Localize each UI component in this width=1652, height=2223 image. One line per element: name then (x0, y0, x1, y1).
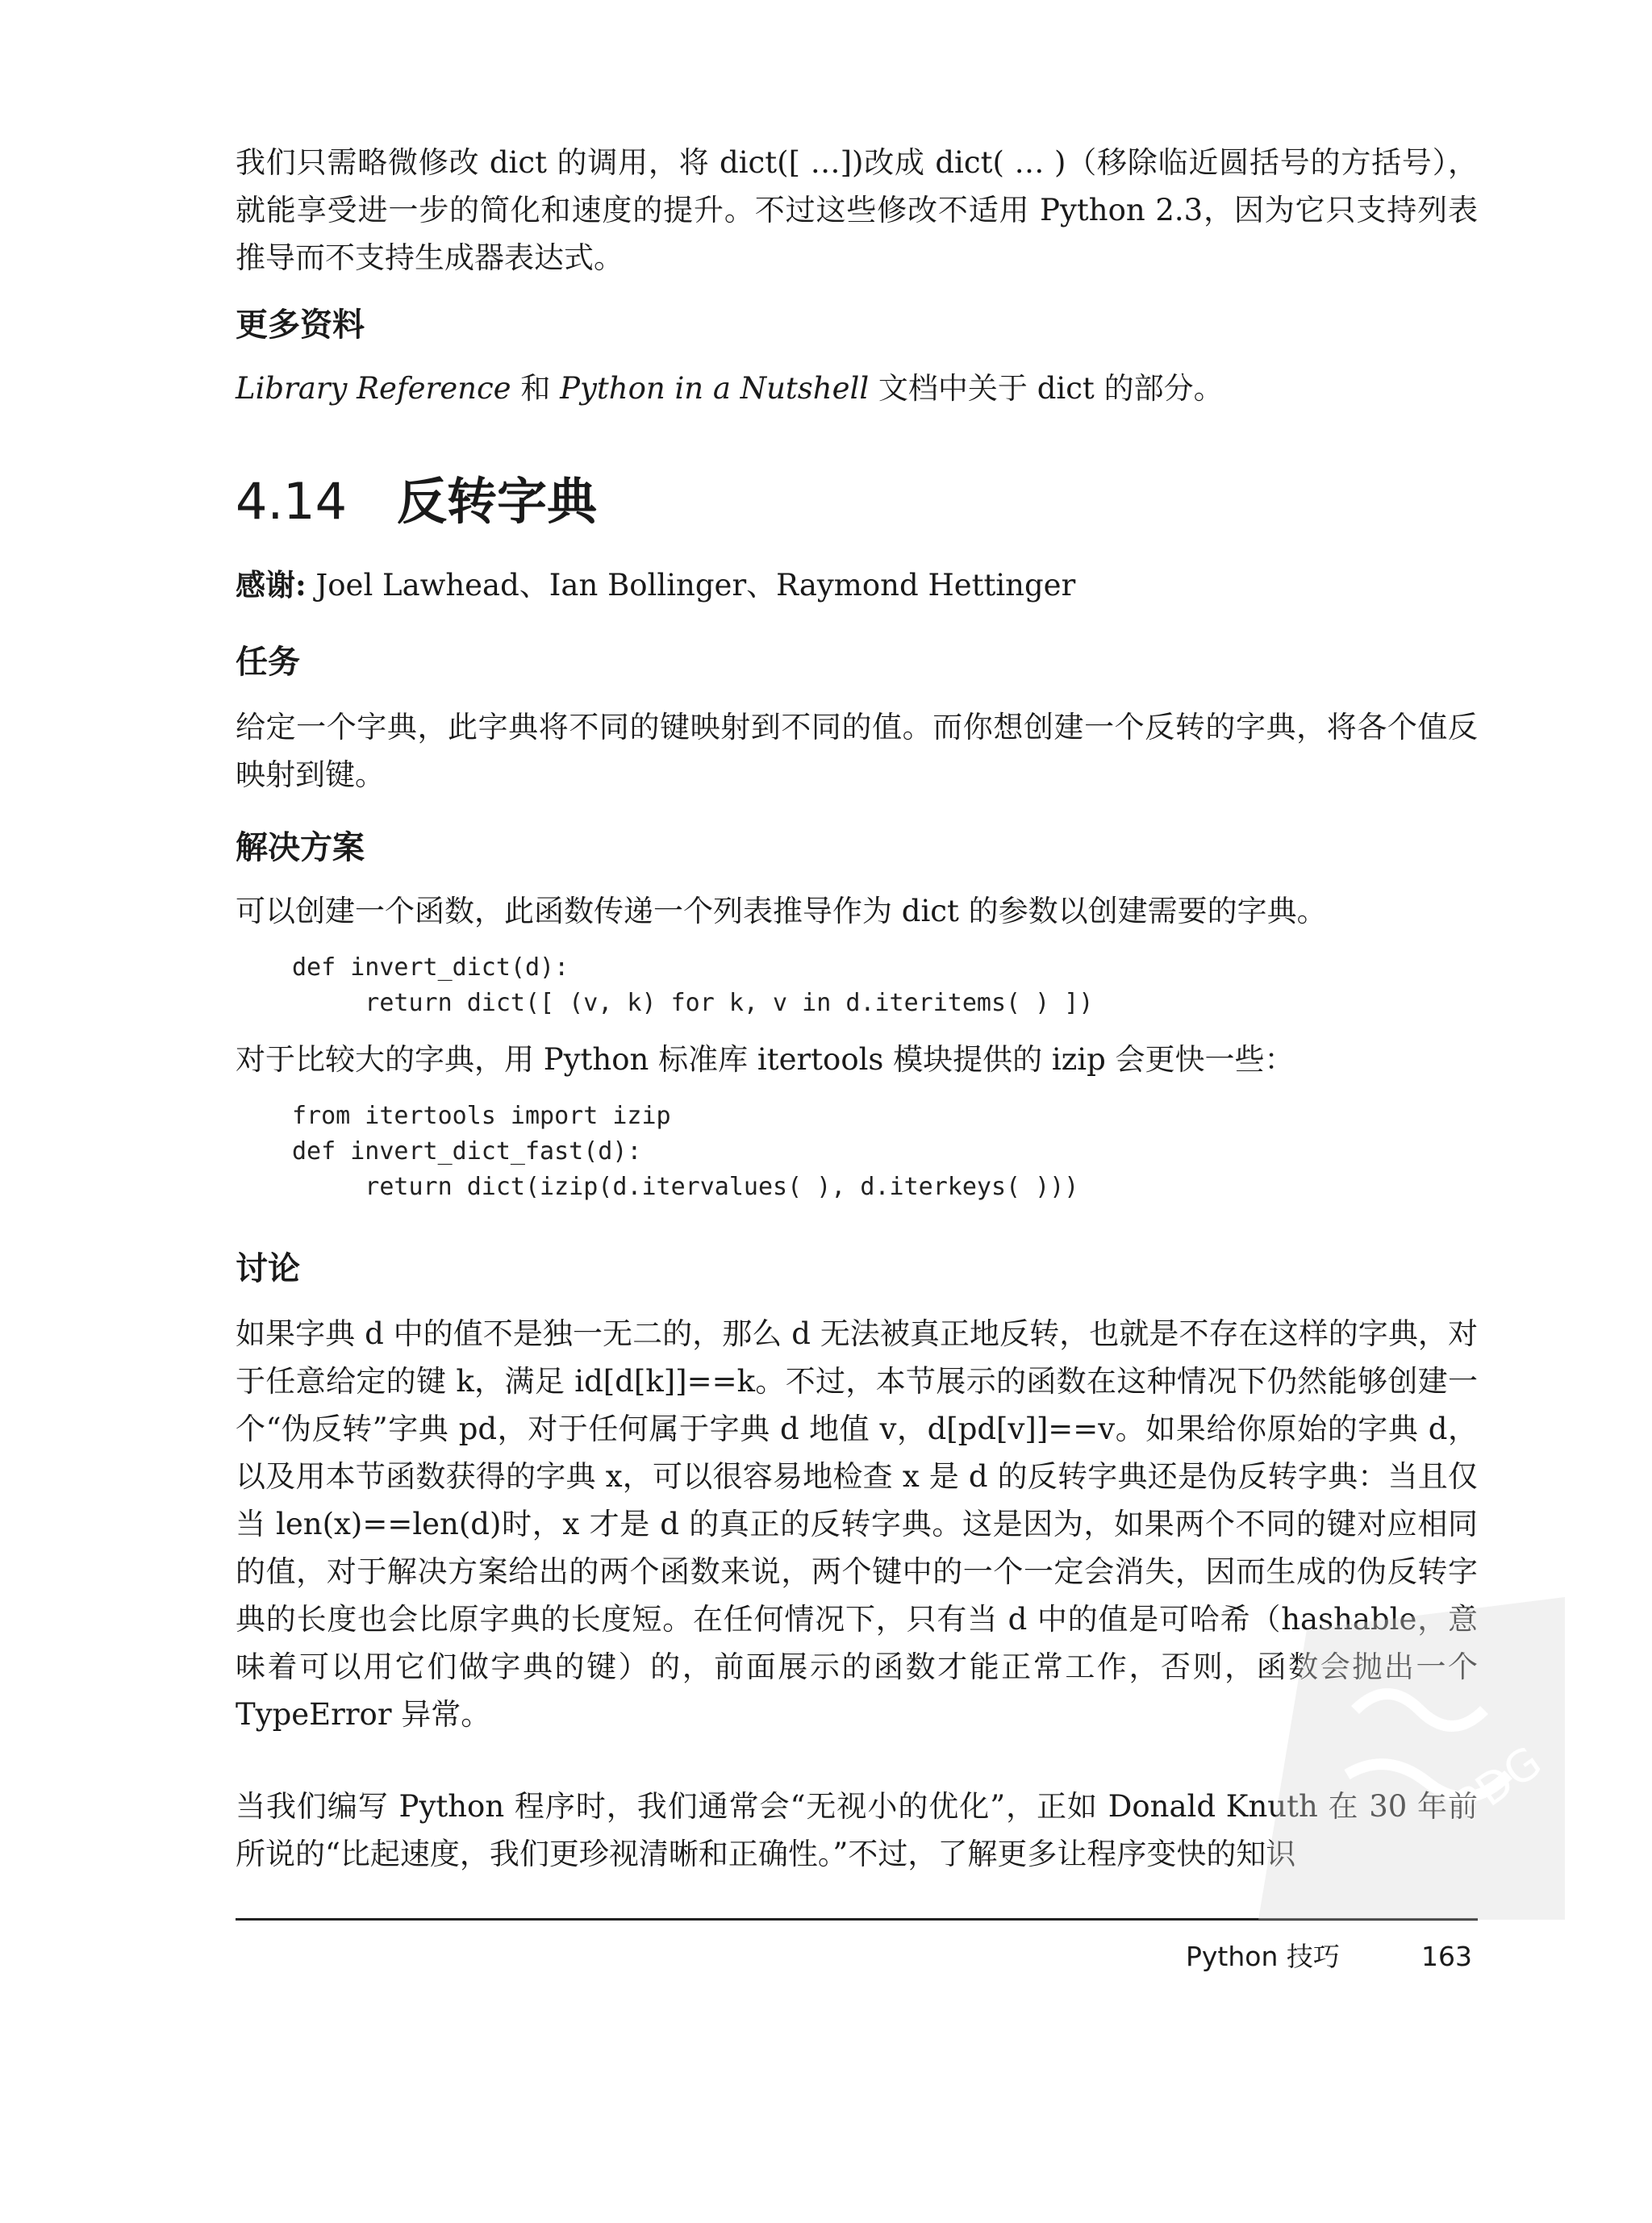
watermark-text: PDG (1445, 1736, 1551, 1832)
footer-book-title: Python 技巧 (1186, 1941, 1340, 1972)
solution-heading: 解决方案 (236, 829, 365, 866)
discussion-heading: 讨论 (236, 1250, 300, 1287)
credit-label: 感谢: (236, 567, 307, 603)
task-text: 给定一个字典，此字典将不同的键映射到不同的值。而你想创建一个反转的字典，将各个值反映射到键。 (236, 710, 1478, 792)
watermark-logo (1258, 1581, 1581, 1920)
more-info-text (236, 365, 1478, 412)
discussion-paragraph-1: 如果字典 d 中的值不是独一无二的，那么 d 无法被真正地反转，也就是不存在这样的字典，对于任意给定的键 k，满足 id[d[k]]==k。不过，本节展示的函数在这种情况下仍然能够创建一个“伪反转”字典 pd，对于任何属于字典 d 地值 v，d[pd[v]]==v。如果给你原始的字典 d，以及用本节函数获得的字典 x，可以很容易地检查 x 是 d 的反转字典还是伪反转字典：当且仅当 len(x)==len(d)时，x 才是 d 的真正的反转字典。这是因为，如果两个不同的键对应相同的值，对于解决方案给出的两个函数来说，两个键中的一个一定会消失，因而生成的伪反转字典的长度也会比原字典的长度短。在任何情况下，只有当 d 中的值是可哈希（hashable，意味着可以用它们做字典的键）的，前面展示的函数才能正常工作，否则，函数会抛出一个 TypeError 异常。 (236, 1316, 1478, 1732)
nutshell-title: Python in a Nutshell (560, 371, 870, 406)
section-title-text: 反转字典 (397, 472, 598, 531)
code-block-invert-dict-fast: from itertools import izip def invert_dict_fast(d): return dict(izip(d.itervalues( ), d.iterkeys( ))) (292, 1102, 1079, 1201)
intro-paragraph: 我们只需略微修改 dict 的调用，将 dict([ …])改成 dict( … )（移除临近圆括号的方括号），就能享受进一步的简化和速度的提升。不过这些修改不适用 Python 2.3，因为它只支持列表推导而不支持生成器表达式。 (236, 145, 1478, 275)
solution-text-1: 可以创建一个函数，此函数传递一个列表推导作为 dict 的参数以创建需要的字典。 (236, 894, 1327, 928)
discussion-paragraph-2: 当我们编写 Python 程序时，我们通常会“无视小的优化”，正如 Donald Knuth 在 30 年前所说的“比起速度，我们更珍视清晰和正确性。”不过，了解更多让程序变快的知识 (236, 1789, 1478, 1871)
credit-names: Joel Lawhead、Ian Bollinger、Raymond Hettinger (306, 568, 1076, 603)
library-reference-title: Library Reference (236, 371, 511, 406)
solution-text-2: 对于比较大的字典，用 Python 标准库 itertools 模块提供的 izip 会更快一些： (236, 1042, 1295, 1077)
footer-page-number: 163 (1421, 1941, 1472, 1972)
credits (236, 561, 1478, 609)
and-text: 和 (511, 371, 561, 406)
section-title (236, 469, 597, 534)
code-block-invert-dict: def invert_dict(d): return dict([ (v, k) for k, v in d.iteritems( ) ]) (292, 953, 1094, 1017)
more-info-heading: 更多资料 (236, 307, 365, 344)
section-number: 4.14 (236, 472, 348, 531)
more-info-rest: 文档中关于 dict 的部分。 (869, 371, 1224, 406)
task-heading: 任务 (236, 644, 300, 681)
